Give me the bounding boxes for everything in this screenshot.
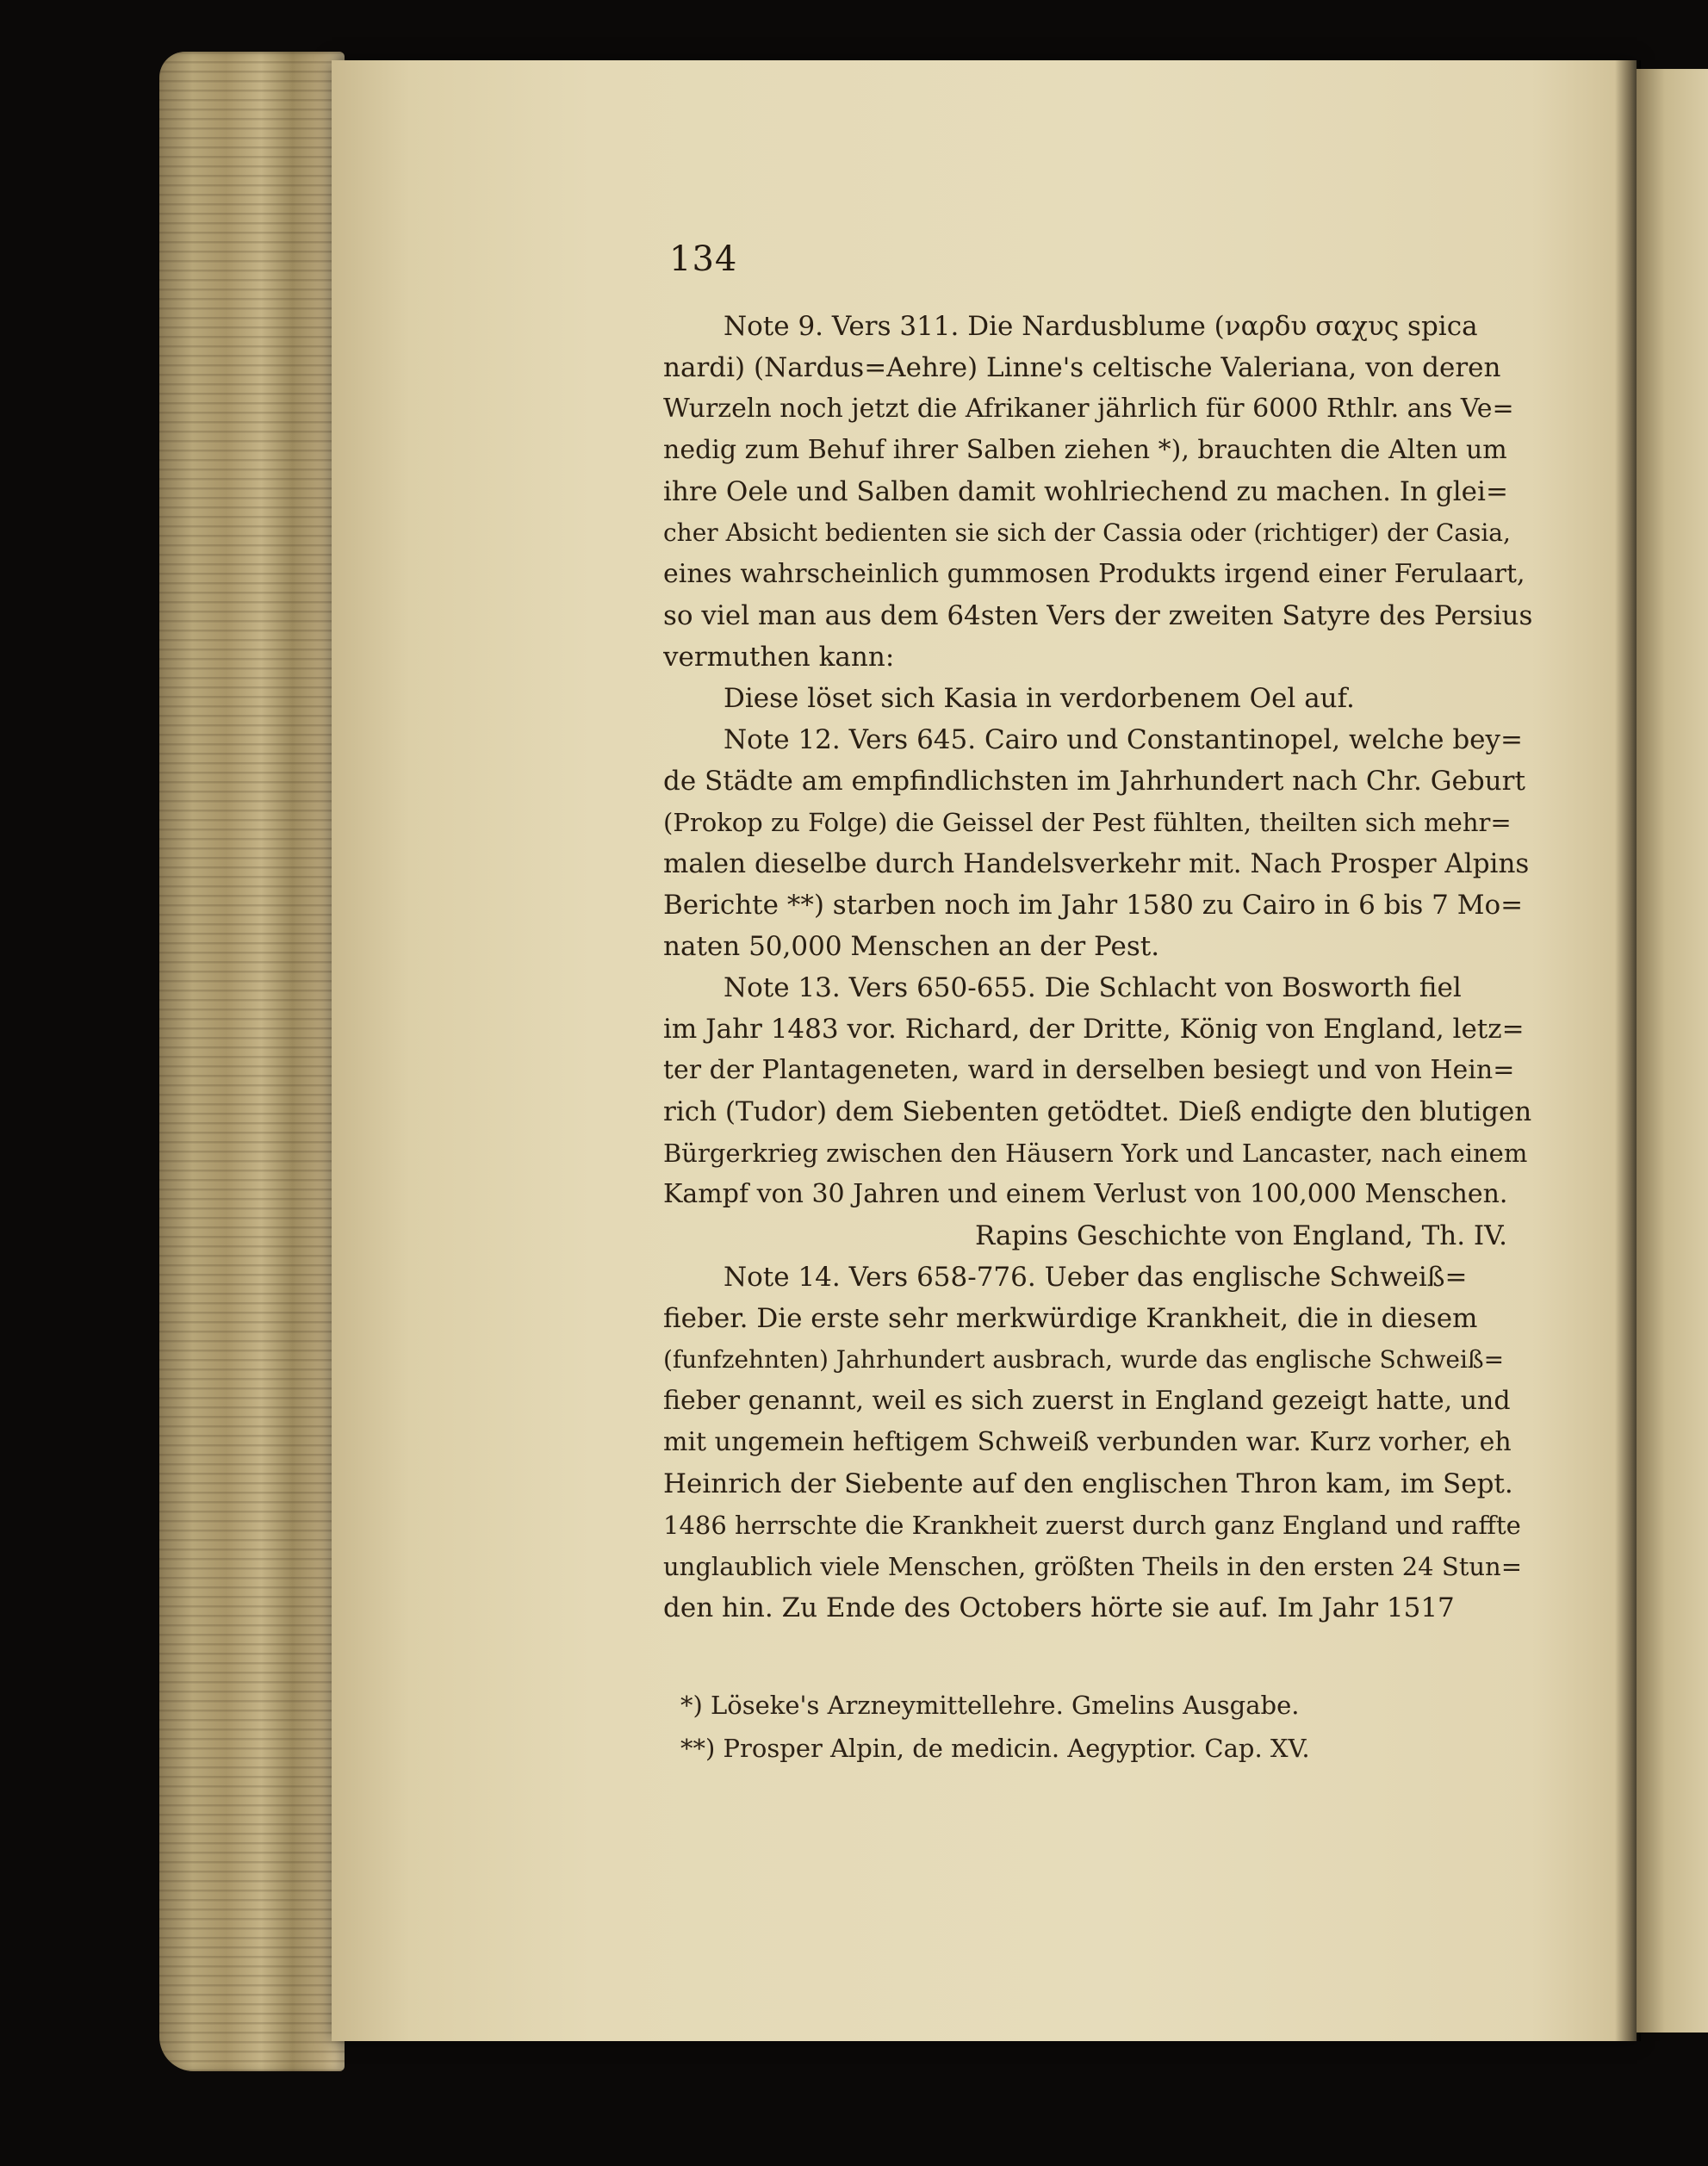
text-line: de Städte am empfindlichsten im Jahrhundert nach Chr. Geburt: [663, 766, 1525, 797]
text-line: (funfzehnten) Jahrhundert ausbrach, wurde das englische Schweiß=: [663, 1345, 1505, 1374]
text-line: rich (Tudor) dem Siebenten getödtet. Dieß endigte den blutigen: [663, 1096, 1532, 1127]
footnotes: [680, 1684, 1456, 1770]
page-number: 134: [669, 239, 738, 279]
text-line: nardi) (Nardus=Aehre) Linne's celtische Valeriana, von deren: [663, 352, 1501, 383]
text-line: Wurzeln noch jetzt die Afrikaner jährlich für 6000 Rthlr. ans Ve=: [663, 394, 1514, 424]
text-line: unglaublich viele Menschen, größten Theils in den ersten 24 Stun=: [663, 1552, 1523, 1581]
text-line: ter der Plantageneten, ward in derselben besiegt und von Hein=: [663, 1055, 1515, 1085]
footnote: *) Löseke's Arzneymittellehre. Gmelins Ausgabe.: [680, 1691, 1300, 1720]
facing-page-edge: [1637, 69, 1708, 2033]
text-line: Rapins Geschichte von England, Th. IV.: [974, 1220, 1507, 1251]
text-line: Note 9. Vers 311. Die Nardusblume (ναρδυ σαχυς spica: [724, 311, 1478, 342]
page-edges: [159, 52, 345, 2071]
text-line: eines wahrscheinlich gummosen Produkts irgend einer Ferulaart,: [663, 559, 1525, 589]
text-line: vermuthen kann:: [663, 642, 895, 673]
text-line: malen dieselbe durch Handelsverkehr mit. Nach Prosper Alpins: [663, 848, 1530, 879]
text-line: mit ungemein heftigem Schweiß verbunden war. Kurz vorher, eh: [663, 1427, 1512, 1457]
text-line: ihre Oele und Salben damit wohlriechend zu machen. In glei=: [663, 476, 1508, 507]
text-line: naten 50,000 Menschen an der Pest.: [663, 931, 1160, 962]
text-line: im Jahr 1483 vor. Richard, der Dritte, König von England, letz=: [663, 1014, 1525, 1045]
text-line: cher Absicht bedienten sie sich der Cassia oder (richtiger) der Casia,: [663, 518, 1511, 547]
text-line: Note 14. Vers 658-776. Ueber das englische Schweiß=: [724, 1262, 1468, 1293]
footnote: **) Prosper Alpin, de medicin. Aegyptior. Cap. XV.: [680, 1734, 1310, 1763]
text-line: (Prokop zu Folge) die Geissel der Pest fühlten, theilten sich mehr=: [663, 808, 1512, 837]
text-line: Berichte **) starben noch im Jahr 1580 zu Cairo in 6 bis 7 Mo=: [663, 890, 1524, 921]
text-line: Diese löset sich Kasia in verdorbenem Oel auf.: [724, 683, 1355, 714]
text-line: Kampf von 30 Jahren und einem Verlust von 100,000 Menschen.: [663, 1179, 1508, 1209]
body-text: [663, 306, 1533, 1629]
text-line: 1486 herrschte die Krankheit zuerst durch ganz England und raffte: [663, 1511, 1521, 1540]
text-line: Note 13. Vers 650-655. Die Schlacht von Bosworth fiel: [724, 972, 1462, 1003]
text-line: fieber. Die erste sehr merkwürdige Krankheit, die in diesem: [663, 1303, 1478, 1334]
text-line: den hin. Zu Ende des Octobers hörte sie auf. Im Jahr 1517: [663, 1592, 1455, 1623]
text-line: fieber genannt, weil es sich zuerst in England gezeigt hatte, und: [663, 1386, 1511, 1416]
text-line: Bürgerkrieg zwischen den Häusern York und Lancaster, nach einem: [663, 1139, 1528, 1168]
text-line: nedig zum Behuf ihrer Salben ziehen *), brauchten die Alten um: [663, 435, 1507, 465]
text-line: Note 12. Vers 645. Cairo und Constantinopel, welche bey=: [724, 724, 1524, 755]
text-line: so viel man aus dem 64sten Vers der zweiten Satyre des Persius: [663, 600, 1533, 631]
text-line: Heinrich der Siebente auf den englischen Thron kam, im Sept.: [663, 1468, 1513, 1499]
